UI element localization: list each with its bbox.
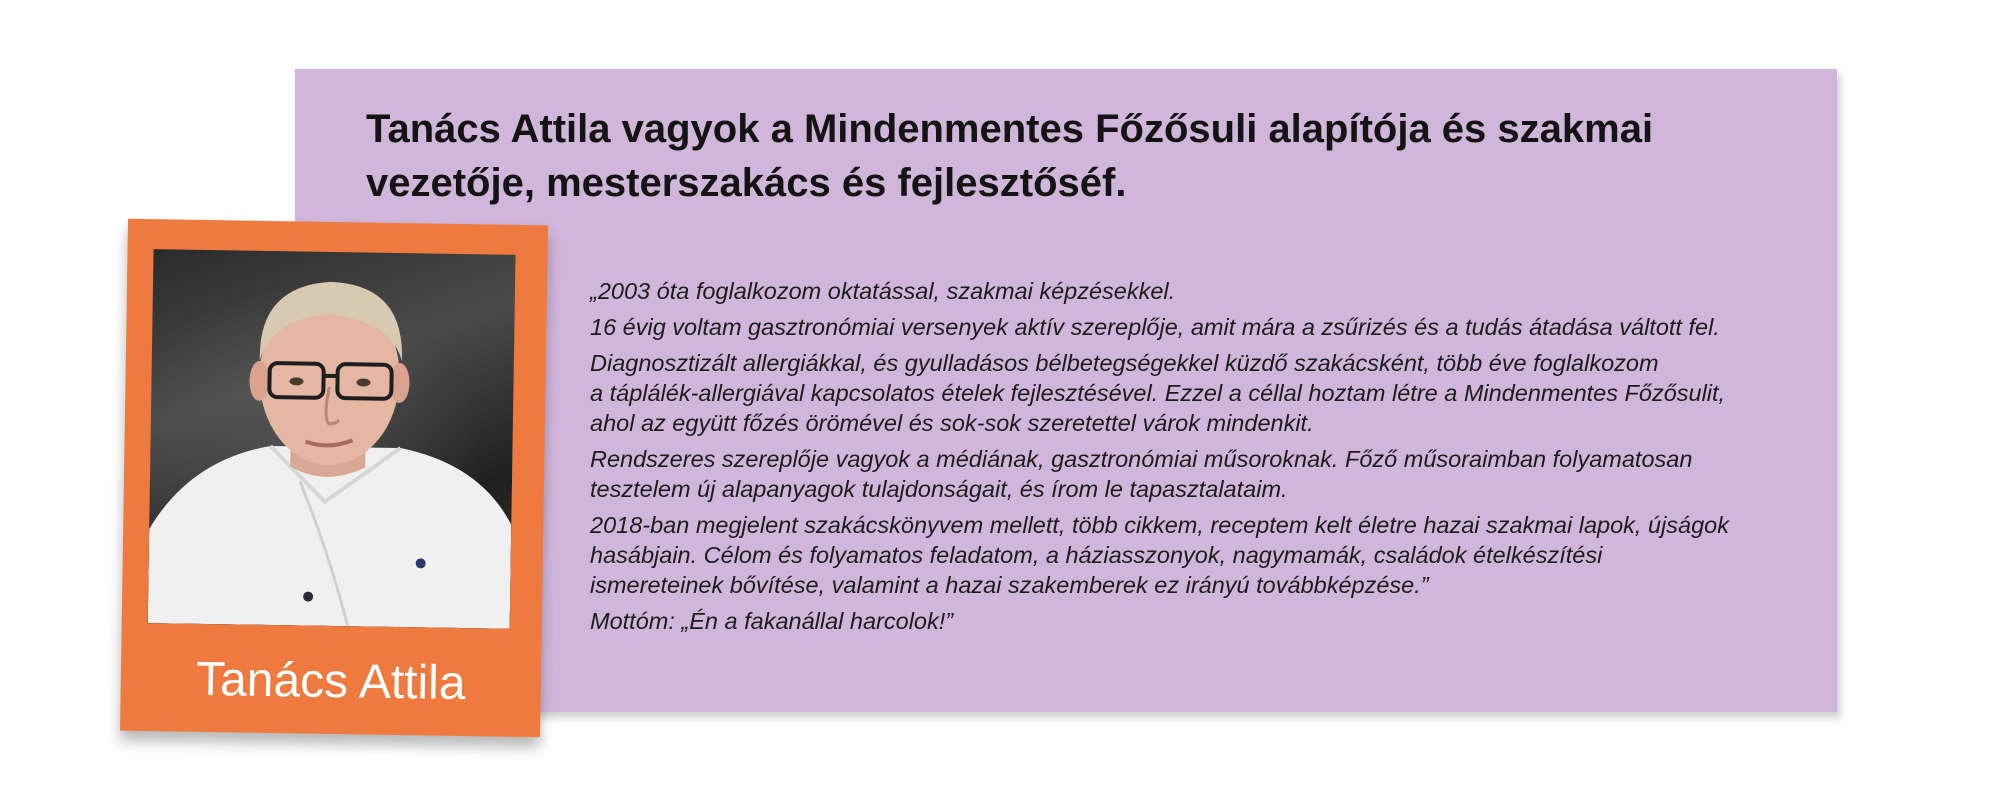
quote-paragraph bbox=[590, 510, 1820, 600]
quote-paragraph bbox=[590, 348, 1820, 438]
bio-headline-line-2: vezetője, mesterszakács és fejlesztőséf. bbox=[366, 161, 1127, 205]
quote-line: Diagnosztizált allergiákkal, és gyulladásos bélbetegségekkel küzdő szakácsként, több éve foglalkozom bbox=[590, 350, 1659, 376]
quote-line: Mottóm: „Én a fakanállal harcolok!” bbox=[590, 608, 954, 634]
quote-paragraph bbox=[590, 312, 1820, 342]
quote-motto bbox=[590, 606, 1820, 636]
chef-portrait-photo bbox=[148, 249, 516, 629]
chef-portrait-illustration bbox=[148, 249, 516, 629]
bio-headline bbox=[366, 102, 1786, 210]
quote-line: hasábjain. Célom és folyamatos feladatom, a háziasszonyok, nagymamák, családok ételkészítési bbox=[590, 542, 1603, 568]
portrait-caption: Tanács Attila bbox=[195, 652, 466, 711]
bio-quote bbox=[590, 276, 1820, 642]
quote-line: a táplálék-allergiával kapcsolatos ételek fejlesztésével. Ezzel a céllal hoztam létre a Mindenmentes Főzősulit, bbox=[590, 380, 1726, 406]
quote-line: ahol az együtt főzés örömével és sok-sok szeretettel várok mindenkit. bbox=[590, 410, 1314, 436]
quote-line: „2003 óta foglalkozom oktatással, szakmai képzésekkel. bbox=[590, 278, 1176, 304]
quote-line: 16 évig voltam gasztronómiai versenyek aktív szereplője, amit mára a zsűrizés és a tudás átadása váltott fel. bbox=[590, 314, 1720, 340]
quote-line: 2018-ban megjelent szakácskönyvem mellett, több cikkem, receptem kelt életre hazai szakmai lapok, újságok bbox=[590, 512, 1729, 538]
bio-headline-line-1: Tanács Attila vagyok a Mindenmentes Főzősuli alapítója és szakmai bbox=[366, 107, 1654, 151]
quote-paragraph bbox=[590, 276, 1820, 306]
quote-line: Rendszeres szereplője vagyok a médiának, gasztronómiai műsoroknak. Főző műsoraimban folyamatosan bbox=[590, 446, 1693, 472]
quote-line: ismereteinek bővítése, valamint a hazai szakemberek ez irányú továbbképzése.” bbox=[590, 572, 1429, 598]
portrait-frame bbox=[120, 219, 548, 738]
quote-line: tesztelem új alapanyagok tulajdonságait, és írom le tapasztalataim. bbox=[590, 476, 1288, 502]
quote-paragraph bbox=[590, 444, 1820, 504]
